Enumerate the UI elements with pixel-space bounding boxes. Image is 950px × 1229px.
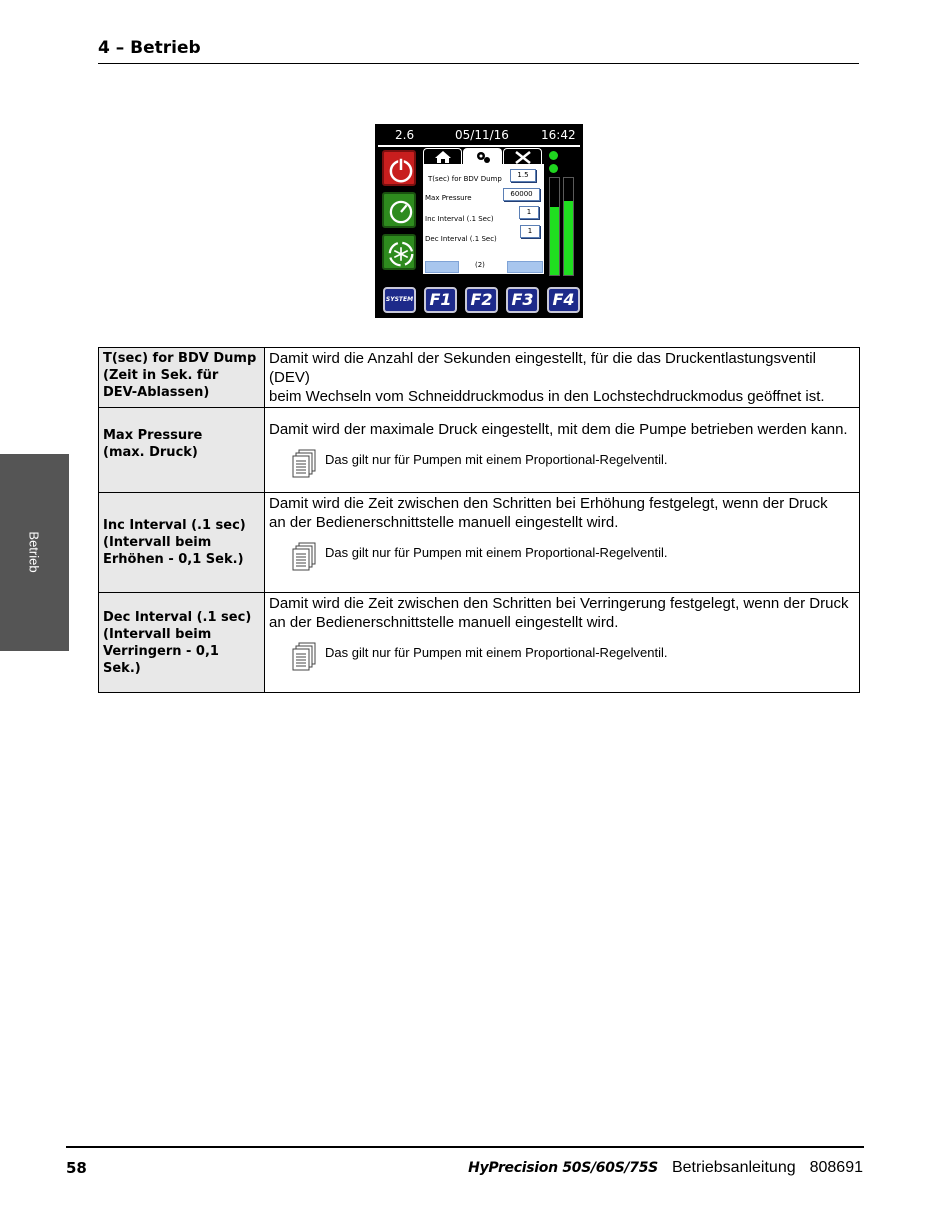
status-led: [549, 164, 558, 173]
note: [291, 642, 855, 672]
page-header: [98, 36, 859, 64]
table-row: [99, 593, 860, 693]
page-indicator: (2): [475, 261, 485, 269]
param-label: Inc Interval (.1 Sec): [425, 215, 494, 223]
document-type: Betriebsanleitung: [671, 1159, 796, 1176]
status-led: [549, 151, 558, 160]
note: [291, 542, 855, 572]
parameter-description: Damit wird die Zeit zwischen den Schritten bei Verringerung festgelegt, wenn der Druck an der Bedienerschnittstelle manuell eingestellt wird.: [269, 595, 849, 631]
parameter-name-cell: [99, 348, 265, 408]
footer-divider: [66, 1146, 864, 1148]
recycle-icon: [382, 234, 416, 270]
note-text: Das gilt nur für Pumpen mit einem Proportional-Regelventil.: [325, 645, 668, 660]
parameter-description: Damit wird die Anzahl der Sekunden eingestellt, für die das Druckentlastungsventil (DEV) beim Wechseln vom Schneiddruckmodus in den Lochstechdruckmodus geöffnet ist.: [269, 350, 825, 405]
function-key-f3: F3: [506, 287, 539, 313]
parameter-description-cell: [265, 593, 860, 693]
table-row: [99, 493, 860, 593]
note-icon: [291, 542, 319, 572]
document-number: 808691: [809, 1159, 863, 1176]
param-value-box: 1.5: [510, 169, 536, 182]
parameter-description: Damit wird die Zeit zwischen den Schritten bei Erhöhung festgelegt, wenn der Druck an der Bedienerschnittstelle manuell eingestellt wird.: [269, 495, 828, 531]
gauge-icon: [382, 192, 416, 228]
footer-doc-info: [468, 1159, 863, 1177]
screen-time: 16:42: [541, 128, 576, 142]
screen-status-bar: [375, 126, 583, 144]
product-name: HyPrecision 50S/60S/75S: [468, 1160, 658, 1176]
param-label: Dec Interval (.1 Sec): [425, 235, 497, 243]
level-meter: [549, 177, 560, 276]
param-value-box: 1: [520, 225, 540, 238]
parameter-description-cell: [265, 408, 860, 493]
parameter-name-cell: [99, 408, 265, 493]
chapter-side-tab: [0, 454, 69, 651]
param-value-box: 1: [519, 206, 539, 219]
note-text: Das gilt nur für Pumpen mit einem Proportional-Regelventil.: [325, 545, 668, 560]
param-label: T(sec) for BDV Dump: [428, 175, 502, 183]
gears-icon: [474, 150, 492, 164]
chapter-title: 4 – Betrieb: [98, 38, 201, 58]
parameter-table: [98, 347, 860, 693]
parameter-name-cell: [99, 593, 265, 693]
param-value-box: 60000: [503, 188, 540, 201]
page-number: 58: [66, 1159, 87, 1177]
controller-screen-image: [375, 124, 583, 318]
parameter-description: Damit wird der maximale Druck eingestellt, mit dem die Pumpe betrieben werden kann.: [269, 421, 848, 438]
chapter-side-tab-label: Betrieb: [26, 531, 42, 573]
note-text: Das gilt nur für Pumpen mit einem Proportional-Regelventil.: [325, 452, 668, 467]
parameter-name: Inc Interval (.1 sec) (Intervall beim Erhöhen - 0,1 Sek.): [103, 518, 246, 567]
function-key-f2: F2: [465, 287, 498, 313]
parameter-name: T(sec) for BDV Dump (Zeit in Sek. für DEV-Ablassen): [103, 351, 257, 400]
parameter-name: Dec Interval (.1 sec) (Intervall beim Verringern - 0,1 Sek.): [103, 609, 252, 676]
parameter-name: Max Pressure (max. Druck): [103, 428, 203, 460]
note: [291, 449, 855, 479]
power-icon: [382, 150, 416, 186]
note-icon: [291, 642, 319, 672]
level-meter-fill: [564, 201, 573, 275]
note-icon: [291, 449, 319, 479]
function-key-f4: F4: [547, 287, 580, 313]
param-label: Max Pressure: [425, 194, 472, 202]
level-meter-fill: [550, 207, 559, 275]
level-meter: [563, 177, 574, 276]
function-key-system: SYSTEM: [383, 287, 416, 313]
parameter-name-cell: [99, 493, 265, 593]
settings-panel: [423, 164, 544, 274]
function-key-f1: F1: [424, 287, 457, 313]
table-row: [99, 348, 860, 408]
parameter-description-cell: [265, 493, 860, 593]
screen-version: 2.6: [395, 128, 415, 142]
tools-icon: [514, 150, 532, 164]
next-page-button: [507, 261, 543, 273]
parameter-description-cell: [265, 348, 860, 408]
screen-status-divider: [378, 145, 580, 147]
screen-date: 05/11/16: [455, 128, 509, 142]
table-row: [99, 408, 860, 493]
prev-page-button: [425, 261, 459, 273]
home-icon: [434, 150, 452, 164]
